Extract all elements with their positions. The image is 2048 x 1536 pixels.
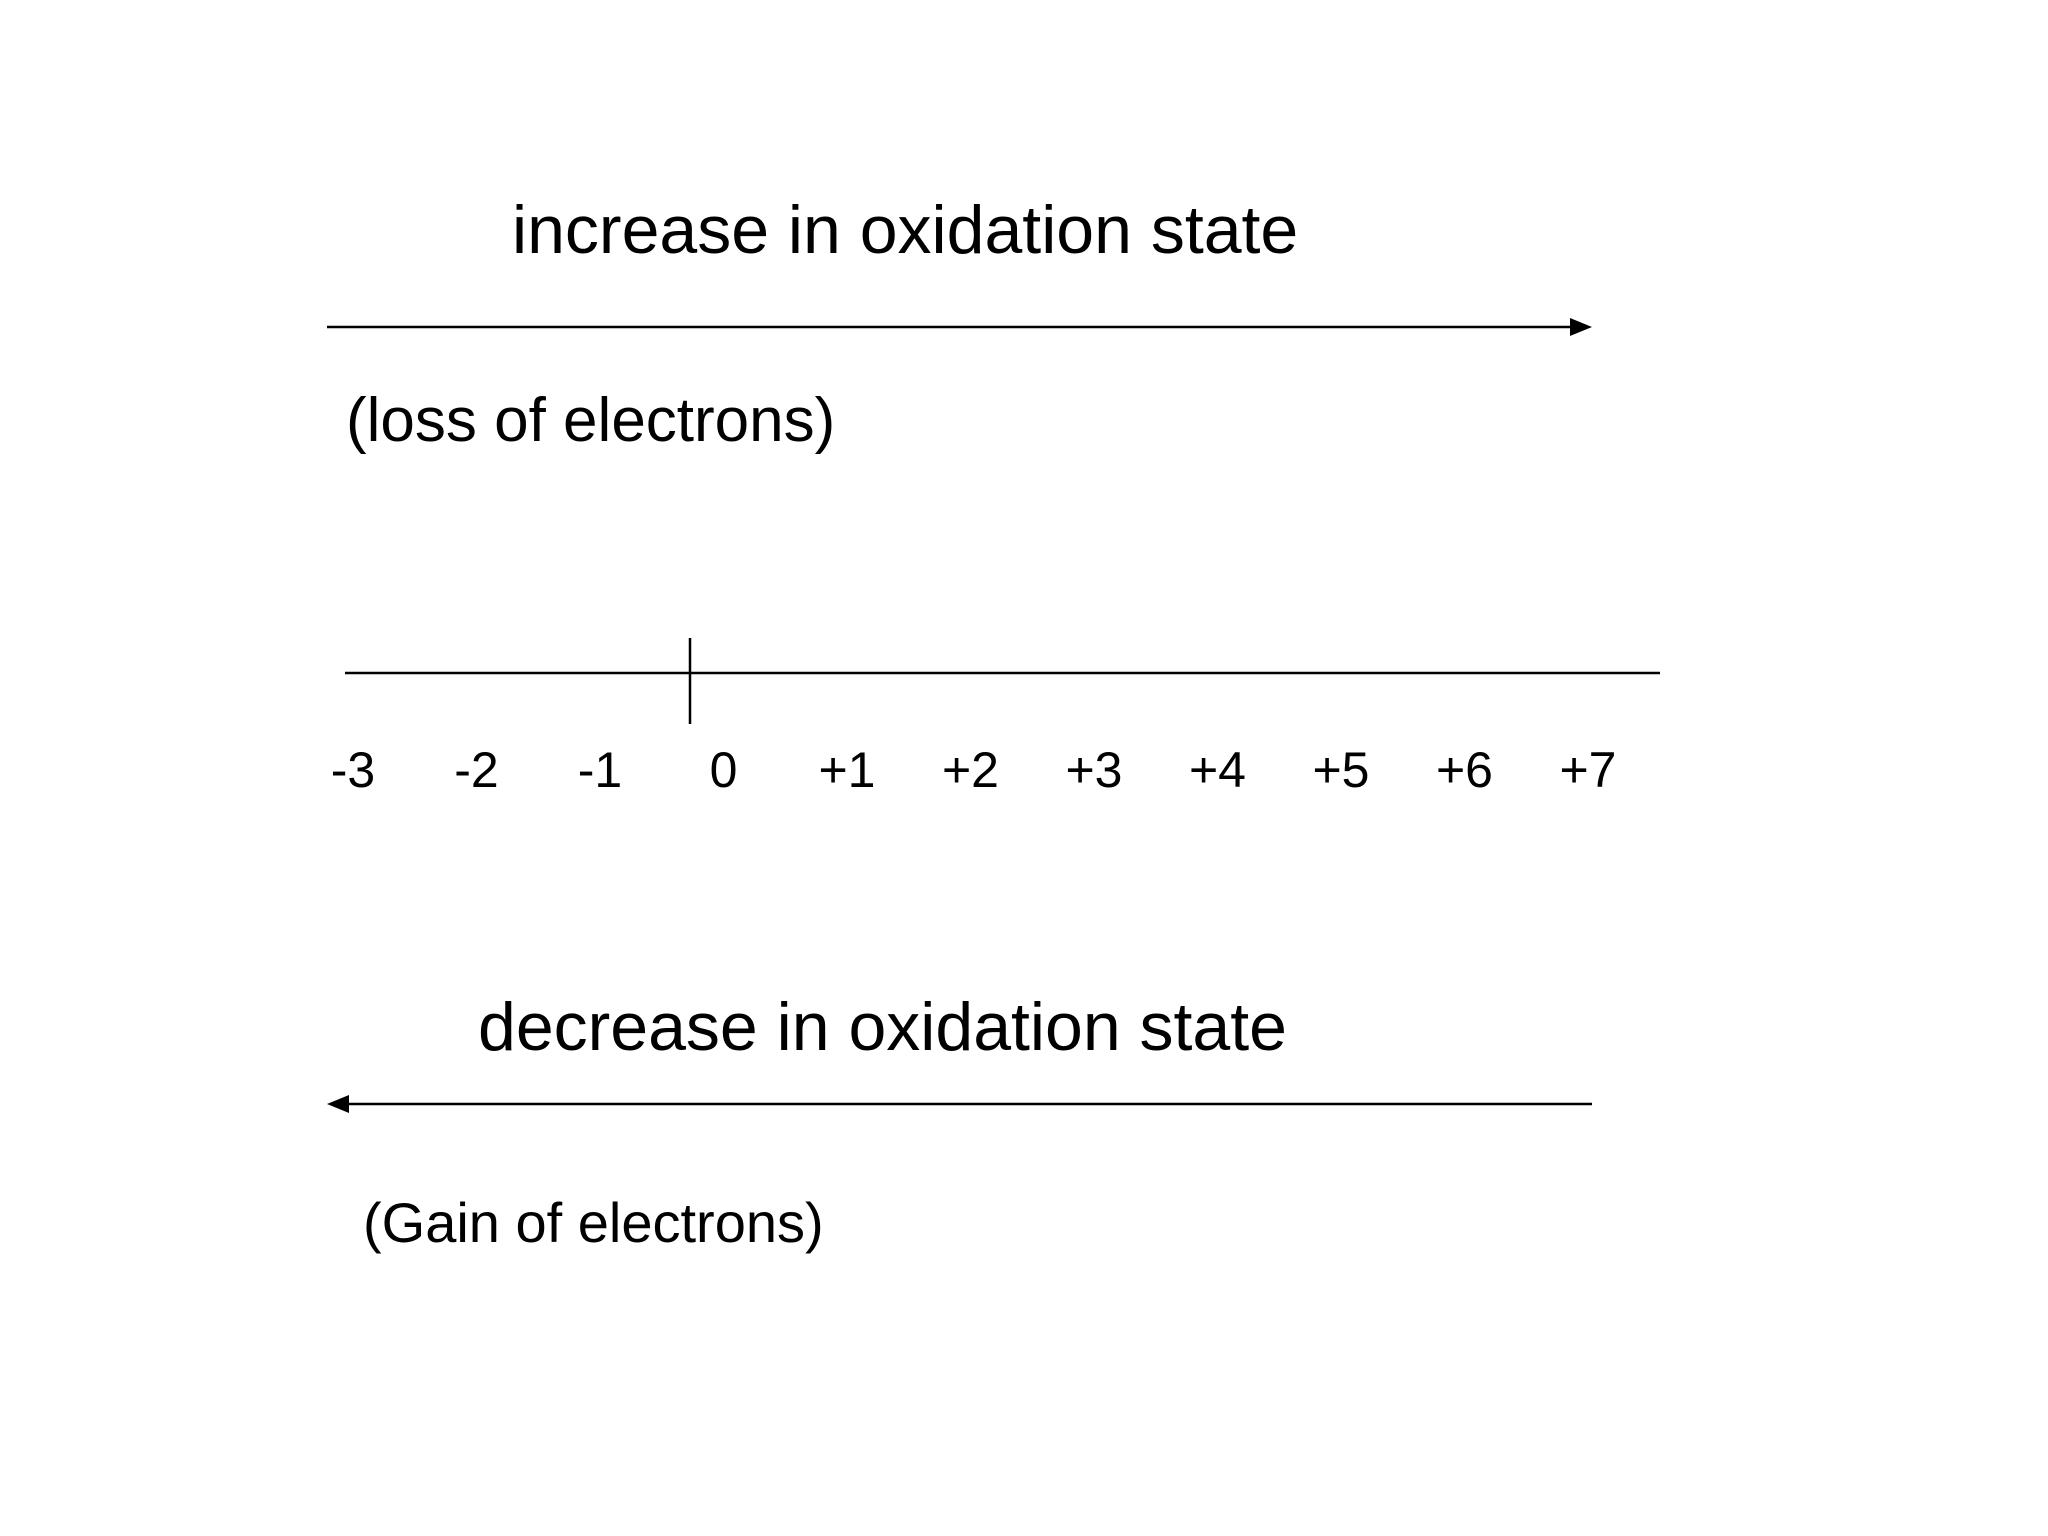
decrease-oxidation-label: decrease in oxidation state	[478, 989, 1287, 1065]
increase-oxidation-label: increase in oxidation state	[512, 192, 1299, 268]
tick-label: -3	[330, 742, 376, 798]
tick-label: +7	[1559, 742, 1617, 798]
increase-arrowhead	[1570, 318, 1592, 336]
tick-label: +6	[1435, 742, 1494, 798]
tick-label: +4	[1188, 742, 1247, 798]
tick-labels	[331, 742, 1617, 798]
tick-label: +5	[1312, 742, 1370, 798]
decrease-arrowhead	[327, 1095, 349, 1113]
loss-of-electrons-label: (loss of electrons)	[346, 386, 836, 455]
tick-label: +2	[941, 742, 1000, 798]
tick-label: +3	[1065, 742, 1123, 798]
tick-label: -1	[577, 742, 623, 798]
tick-label: 0	[709, 742, 738, 798]
tick-label: +1	[818, 742, 876, 798]
tick-label: -2	[454, 742, 499, 798]
gain-of-electrons-label: (Gain of electrons)	[363, 1191, 824, 1254]
